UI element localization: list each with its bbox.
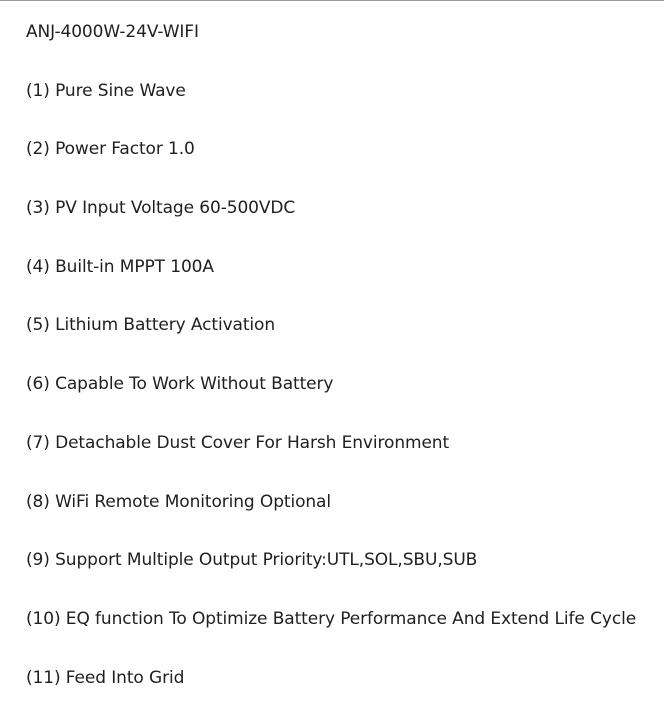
feature-item: (9) Support Multiple Output Priority:UTL,SOL,SBU,SUB <box>26 550 478 571</box>
feature-item: (7) Detachable Dust Cover For Harsh Environment <box>26 432 450 453</box>
feature-item: (10) EQ function To Optimize Battery Performance And Extend Life Cycle <box>26 608 637 629</box>
product-title: ANJ-4000W-24V-WIFI <box>26 22 199 42</box>
spec-list <box>26 19 664 723</box>
feature-item: (5) Lithium Battery Activation <box>26 315 276 336</box>
top-divider <box>0 0 664 1</box>
feature-item: (2) Power Factor 1.0 <box>26 139 195 160</box>
feature-item: (6) Capable To Work Without Battery <box>26 374 334 395</box>
feature-item: (8) WiFi Remote Monitoring Optional <box>26 491 331 512</box>
feature-item: (1) Pure Sine Wave <box>26 80 186 101</box>
feature-item: (11) Feed Into Grid <box>26 667 185 688</box>
feature-item: (3) PV Input Voltage 60-500VDC <box>26 198 296 219</box>
feature-item: (4) Built-in MPPT 100A <box>26 256 214 277</box>
